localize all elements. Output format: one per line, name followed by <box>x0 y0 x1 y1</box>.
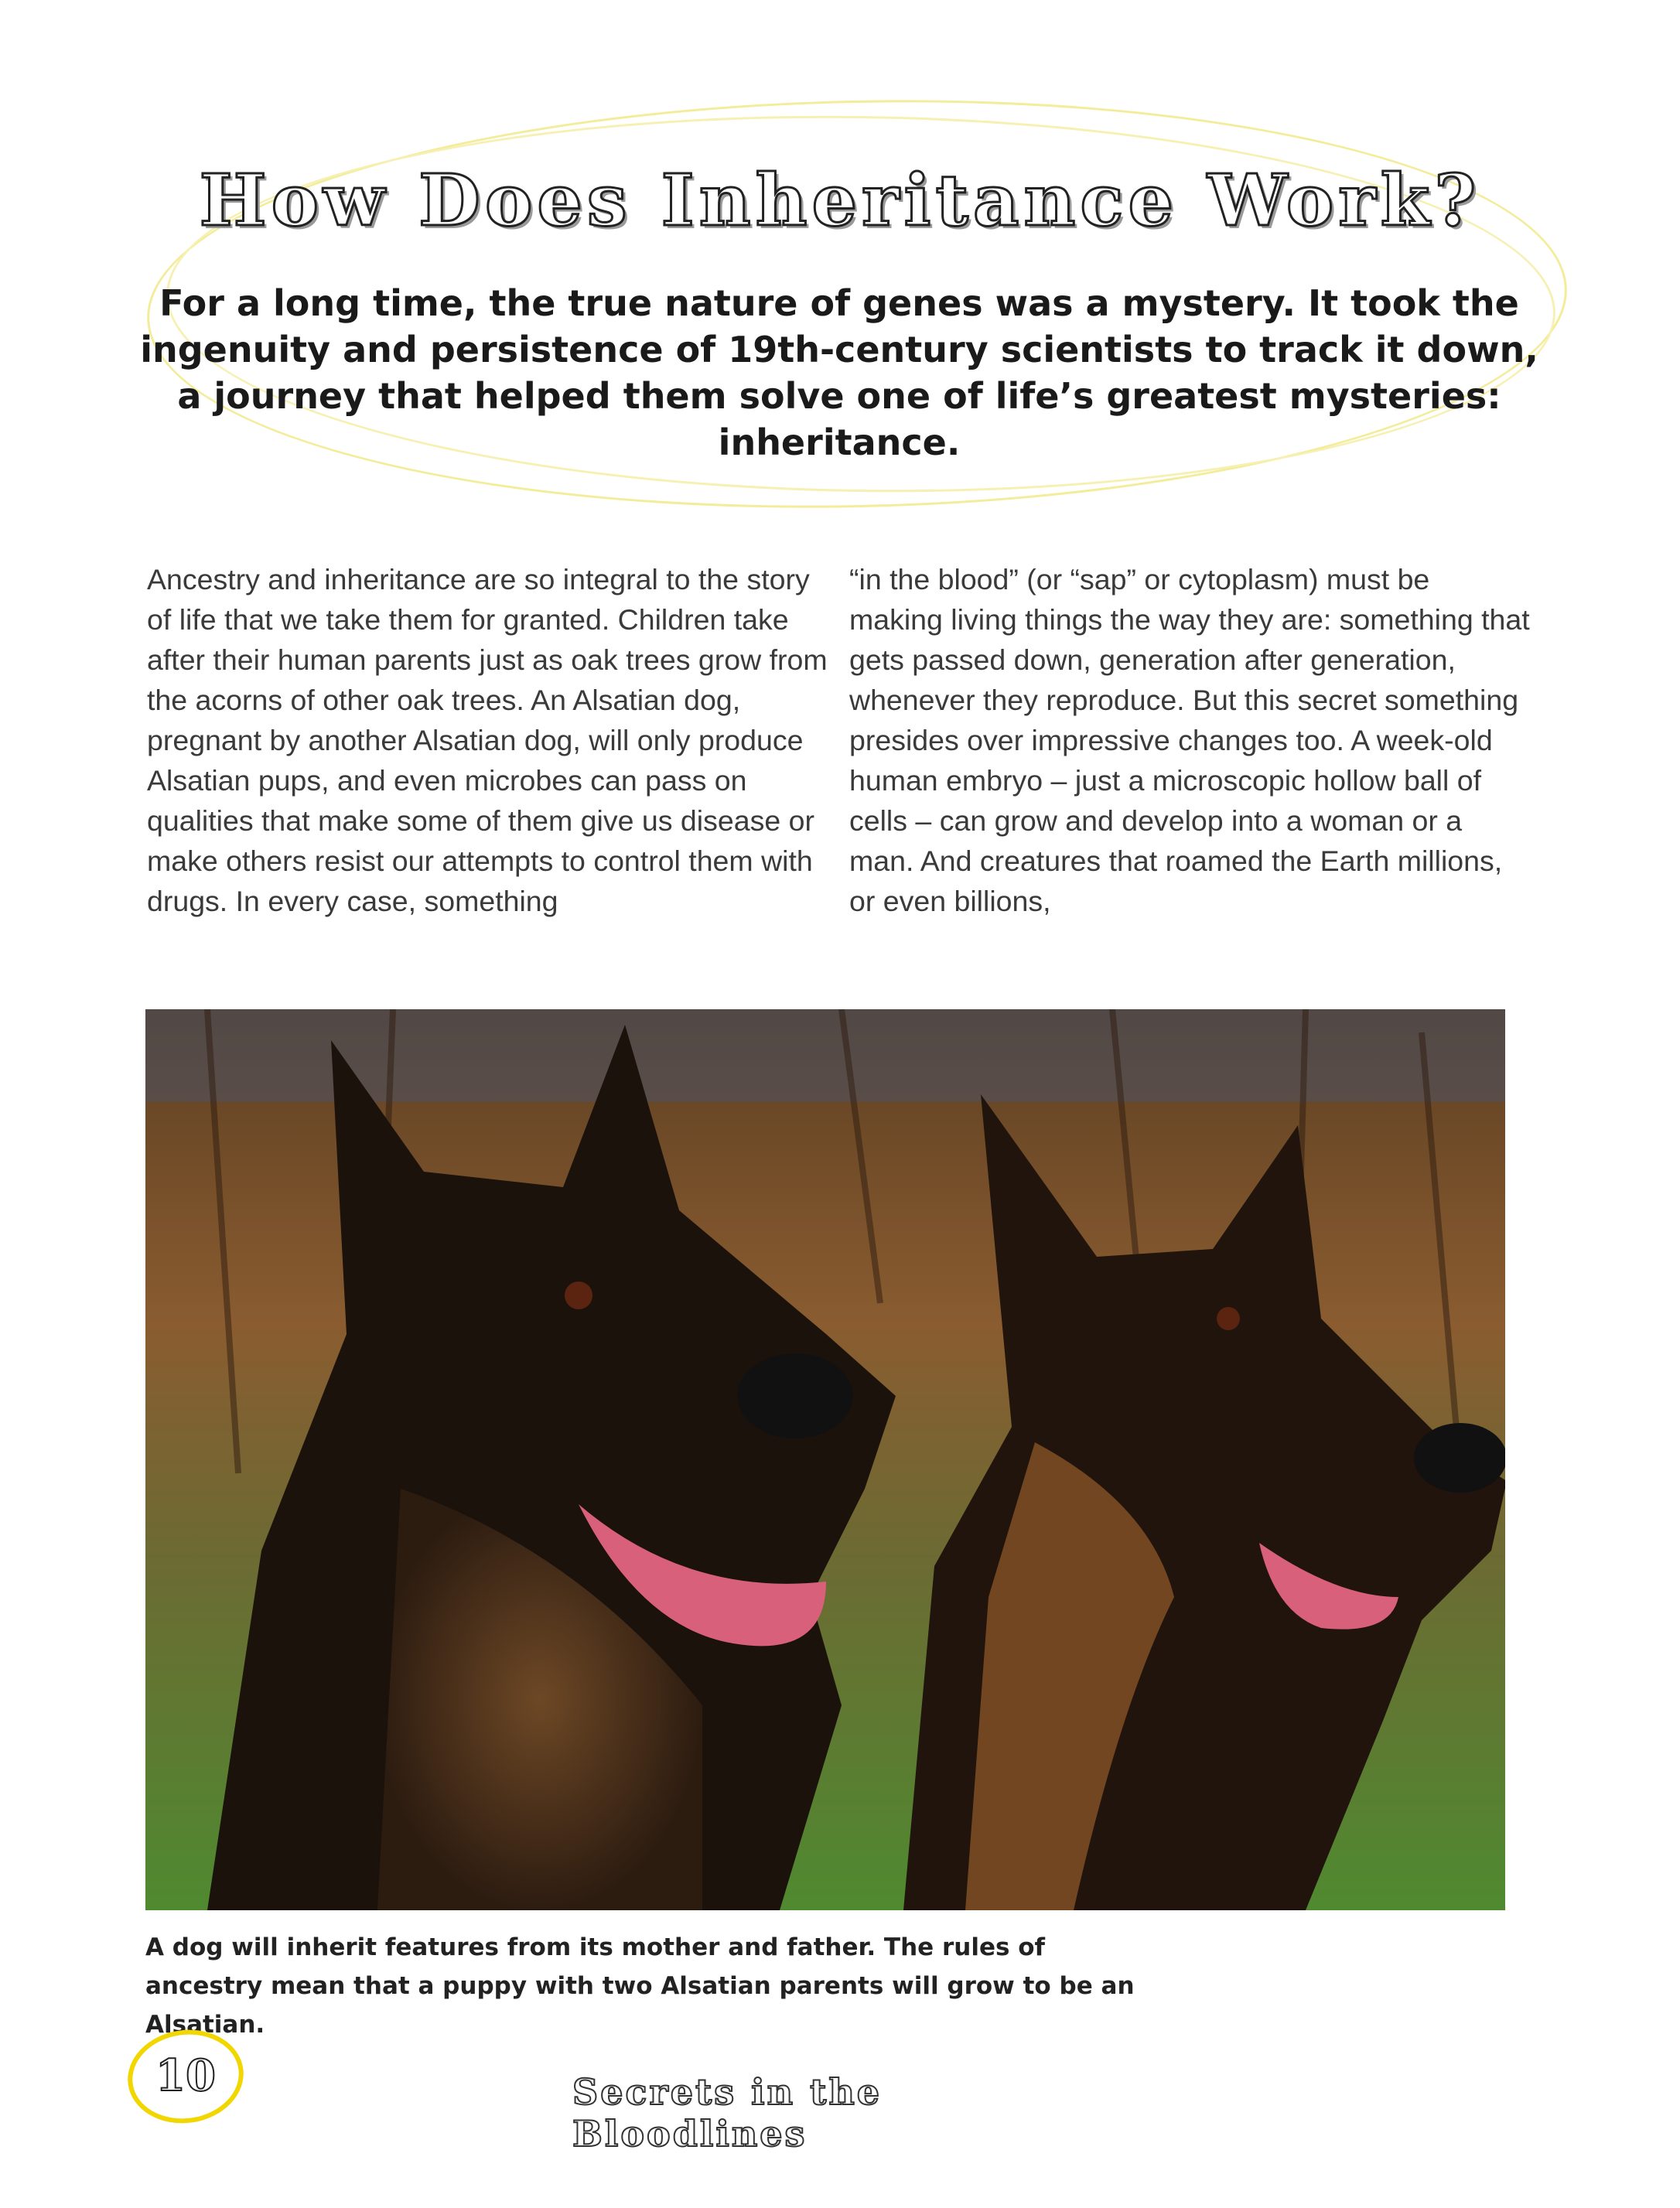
book-title-footer: Secrets in the Bloodlines <box>572 2071 883 2155</box>
two-alsatian-dogs-photo <box>145 1009 1505 1910</box>
body-column-1: Ancestry and inheritance are so integral to the story of life that we take them for granted. Children take after their human parents just as oak trees grow from the acorns of other oak trees. An Alsatian dog, pregnant by another Alsatian dog, will only produce Alsatian pups, and even microbes can pass on qualities that make some of them give us disease or make others resist our attempts to control them with drugs. In every case, something <box>147 563 828 917</box>
page-number: 10 <box>155 2050 216 2101</box>
page-number-badge <box>128 2030 251 2127</box>
page-title: How Does Inheritance Work? <box>199 159 1481 242</box>
photo-caption: A dog will inherit features from its mother and father. The rules of ancestry mean that a puppy with two Alsatian parents will grow to be an Alsatian. <box>145 1933 1135 2039</box>
page-subtitle: For a long time, the true nature of genes was a mystery. It took the ingenuity and persistence of 19th-century scientists to track it down, a journey that helped them solve one of life’s greatest mysteries: inheritance. <box>140 282 1538 463</box>
dogs-illustration <box>145 1009 1505 1910</box>
body-column-2: “in the blood” (or “sap” or cytoplasm) must be making living things the way they are: something that gets passed down, generation after generation, whenever they reproduce. But this secret something presides over impressive changes too. A week-old human embryo – just a microscopic hollow ball of cells – can grow and develop into a woman or a man. And creatures that roamed the Earth millions, or even billions, <box>849 563 1530 917</box>
